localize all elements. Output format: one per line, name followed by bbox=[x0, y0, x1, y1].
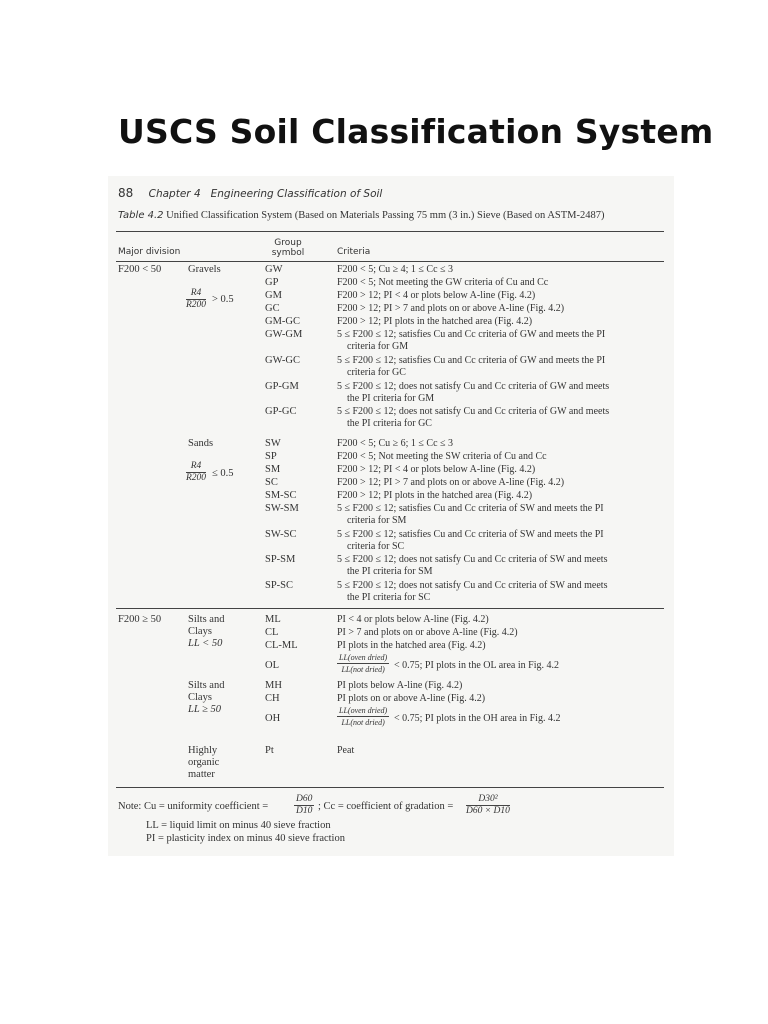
symbol-gw-gm: GW-GM bbox=[265, 329, 303, 340]
sands-label: Sands bbox=[188, 438, 214, 449]
symbol-gp: GP bbox=[265, 277, 279, 288]
criteria-sm: F200 > 12; PI < 4 or plots below A-line (Fig. 4.2) bbox=[337, 464, 536, 475]
criteria-sp-sm-cont: the PI criteria for SM bbox=[347, 566, 433, 577]
symbol-sm-sc: SM-SC bbox=[265, 490, 297, 501]
criteria-sw: F200 < 5; Cu ≥ 6; 1 ≤ Cc ≤ 3 bbox=[337, 438, 454, 449]
sand-ratio-compare: ≤ 0.5 bbox=[212, 468, 234, 479]
criteria-ol: < 0.75; PI plots in the OL area in Fig. 4.2 bbox=[394, 660, 559, 671]
criteria-oh: < 0.75; PI plots in the OH area in Fig. 4.2 bbox=[394, 713, 561, 724]
criteria-gm-gc: F200 > 12; PI plots in the hatched area (Fig. 4.2) bbox=[337, 316, 533, 327]
book-page-header bbox=[118, 186, 382, 200]
symbol-oh: OH bbox=[265, 713, 281, 724]
symbol-gc: GC bbox=[265, 303, 280, 314]
gravel-ratio-compare: > 0.5 bbox=[212, 294, 234, 305]
table-caption-label: Table 4.2 bbox=[118, 210, 164, 221]
column-header-criteria: Criteria bbox=[337, 247, 371, 257]
criteria-sp-sc: 5 ≤ F200 ≤ 12; does not satisfy Cu and Cc criteria of SW and meets bbox=[337, 580, 608, 591]
criteria-gp-gc-cont: the PI criteria for GC bbox=[347, 418, 432, 429]
criteria-gc: F200 > 12; PI > 7 and plots on or above A-line (Fig. 4.2) bbox=[337, 303, 565, 314]
criteria-sw-sc-cont: criteria for SC bbox=[347, 541, 405, 552]
column-header-group: Group symbol bbox=[271, 238, 305, 258]
section-divider-rule bbox=[116, 608, 664, 609]
coarse-condition: F200 < 50 bbox=[118, 264, 162, 275]
criteria-gw-gc-cont: criteria for GC bbox=[347, 367, 406, 378]
note-cu-label: Note: Cu = uniformity coefficient = bbox=[118, 801, 269, 812]
criteria-ch: PI plots on or above A-line (Fig. 4.2) bbox=[337, 693, 486, 704]
criteria-gp: F200 < 5; Not meeting the GW criteria of Cu and Cc bbox=[337, 277, 549, 288]
fine-condition: F200 ≥ 50 bbox=[118, 614, 162, 625]
criteria-gw-gc: 5 ≤ F200 ≤ 12; satisfies Cu and Cc criteria of GW and meets the PI bbox=[337, 355, 606, 366]
symbol-gm: GM bbox=[265, 290, 282, 301]
symbol-gw: GW bbox=[265, 264, 283, 275]
symbol-ol: OL bbox=[265, 660, 279, 671]
silts-clays-low-label: Silts and Clays LL < 50 bbox=[188, 614, 225, 649]
chapter-title: Engineering Classification of Soil bbox=[210, 188, 383, 200]
header-bottom-rule bbox=[116, 261, 664, 262]
table-caption bbox=[118, 210, 605, 221]
column-header-major: Major division bbox=[118, 247, 181, 257]
symbol-sw-sm: SW-SM bbox=[265, 503, 299, 514]
criteria-gp-gm-cont: the PI criteria for GM bbox=[347, 393, 435, 404]
criteria-cl-ml: PI plots in the hatched area (Fig. 4.2) bbox=[337, 640, 486, 651]
note-ll: LL = liquid limit on minus 40 sieve fraction bbox=[146, 820, 331, 831]
symbol-sc: SC bbox=[265, 477, 278, 488]
symbol-cl-ml: CL-ML bbox=[265, 640, 298, 651]
symbol-sp: SP bbox=[265, 451, 277, 462]
table-bottom-rule bbox=[116, 787, 664, 788]
symbol-cl: CL bbox=[265, 627, 279, 638]
criteria-gw: F200 < 5; Cu ≥ 4; 1 ≤ Cc ≤ 3 bbox=[337, 264, 454, 275]
cc-formula: $\frac{\text{D30²}}{D60 \times D10}$ bbox=[466, 794, 510, 816]
symbol-mh: MH bbox=[265, 680, 282, 691]
criteria-ml: PI < 4 or plots below A-line (Fig. 4.2) bbox=[337, 614, 489, 625]
symbol-sm: SM bbox=[265, 464, 281, 475]
note-cc-label: ; Cc = coefficient of gradation = bbox=[318, 801, 454, 812]
criteria-sc: F200 > 12; PI > 7 and plots on or above A-line (Fig. 4.2) bbox=[337, 477, 565, 488]
symbol-sp-sm: SP-SM bbox=[265, 554, 296, 565]
criteria-sp: F200 < 5; Not meeting the SW criteria of Cu and Cc bbox=[337, 451, 547, 462]
symbol-sw-sc: SW-SC bbox=[265, 529, 297, 540]
criteria-sp-sm: 5 ≤ F200 ≤ 12; does not satisfy Cu and Cc criteria of SW and meets bbox=[337, 554, 608, 565]
symbol-ch: CH bbox=[265, 693, 280, 704]
symbol-sw: SW bbox=[265, 438, 281, 449]
symbol-gp-gc: GP-GC bbox=[265, 406, 297, 417]
note-pi: PI = plasticity index on minus 40 sieve fraction bbox=[146, 833, 345, 844]
silts-clays-high-label: Silts and Clays LL ≥ 50 bbox=[188, 680, 225, 715]
criteria-sp-sc-cont: the PI criteria for SC bbox=[347, 592, 431, 603]
highly-organic-label: Highly organic matter bbox=[188, 745, 220, 780]
criteria-gw-gm: 5 ≤ F200 ≤ 12; satisfies Cu and Cc criteria of GW and meets the PI bbox=[337, 329, 606, 340]
page-title: USCS Soil Classification System bbox=[118, 112, 714, 151]
criteria-sw-sc: 5 ≤ F200 ≤ 12; satisfies Cu and Cc criteria of SW and meets the PI bbox=[337, 529, 604, 540]
criteria-sw-sm-cont: criteria for SM bbox=[347, 515, 407, 526]
chapter-label: Chapter 4 bbox=[148, 188, 201, 200]
ol-ll-ratio: LL(oven dried) LL(not dried) bbox=[339, 653, 388, 674]
cu-formula: $\frac{D60}{D10}$ bbox=[296, 794, 313, 816]
gravel-ratio: $\frac{R4}{R200}$ bbox=[186, 288, 207, 310]
criteria-pt: Peat bbox=[337, 745, 355, 756]
criteria-cl: PI > 7 and plots on or above A-line (Fig. 4.2) bbox=[337, 627, 518, 638]
criteria-gm: F200 > 12; PI < 4 or plots below A-line (Fig. 4.2) bbox=[337, 290, 536, 301]
symbol-pt: Pt bbox=[265, 745, 274, 756]
symbol-gw-gc: GW-GC bbox=[265, 355, 300, 366]
table-caption-text: Unified Classification System (Based on Materials Passing 75 mm (3 in.) Sieve (Based on ASTM-2487) bbox=[166, 210, 605, 221]
table-top-rule bbox=[116, 231, 664, 232]
criteria-mh: PI plots below A-line (Fig. 4.2) bbox=[337, 680, 463, 691]
symbol-ml: ML bbox=[265, 614, 281, 625]
gravels-label: Gravels bbox=[188, 264, 221, 275]
oh-ll-ratio: LL(oven dried) LL(not dried) bbox=[339, 706, 388, 727]
sand-ratio: $\frac{R4}{R200}$ bbox=[186, 461, 207, 483]
criteria-gp-gc: 5 ≤ F200 ≤ 12; does not satisfy Cu and Cc criteria of GW and meets bbox=[337, 406, 610, 417]
criteria-sw-sm: 5 ≤ F200 ≤ 12; satisfies Cu and Cc criteria of SW and meets the PI bbox=[337, 503, 604, 514]
criteria-gp-gm: 5 ≤ F200 ≤ 12; does not satisfy Cu and Cc criteria of GW and meets bbox=[337, 381, 610, 392]
symbol-gm-gc: GM-GC bbox=[265, 316, 301, 327]
symbol-gp-gm: GP-GM bbox=[265, 381, 299, 392]
symbol-sp-sc: SP-SC bbox=[265, 580, 294, 591]
page-number: 88 bbox=[118, 186, 134, 200]
criteria-gw-gm-cont: criteria for GM bbox=[347, 341, 409, 352]
criteria-sm-sc: F200 > 12; PI plots in the hatched area (Fig. 4.2) bbox=[337, 490, 533, 501]
